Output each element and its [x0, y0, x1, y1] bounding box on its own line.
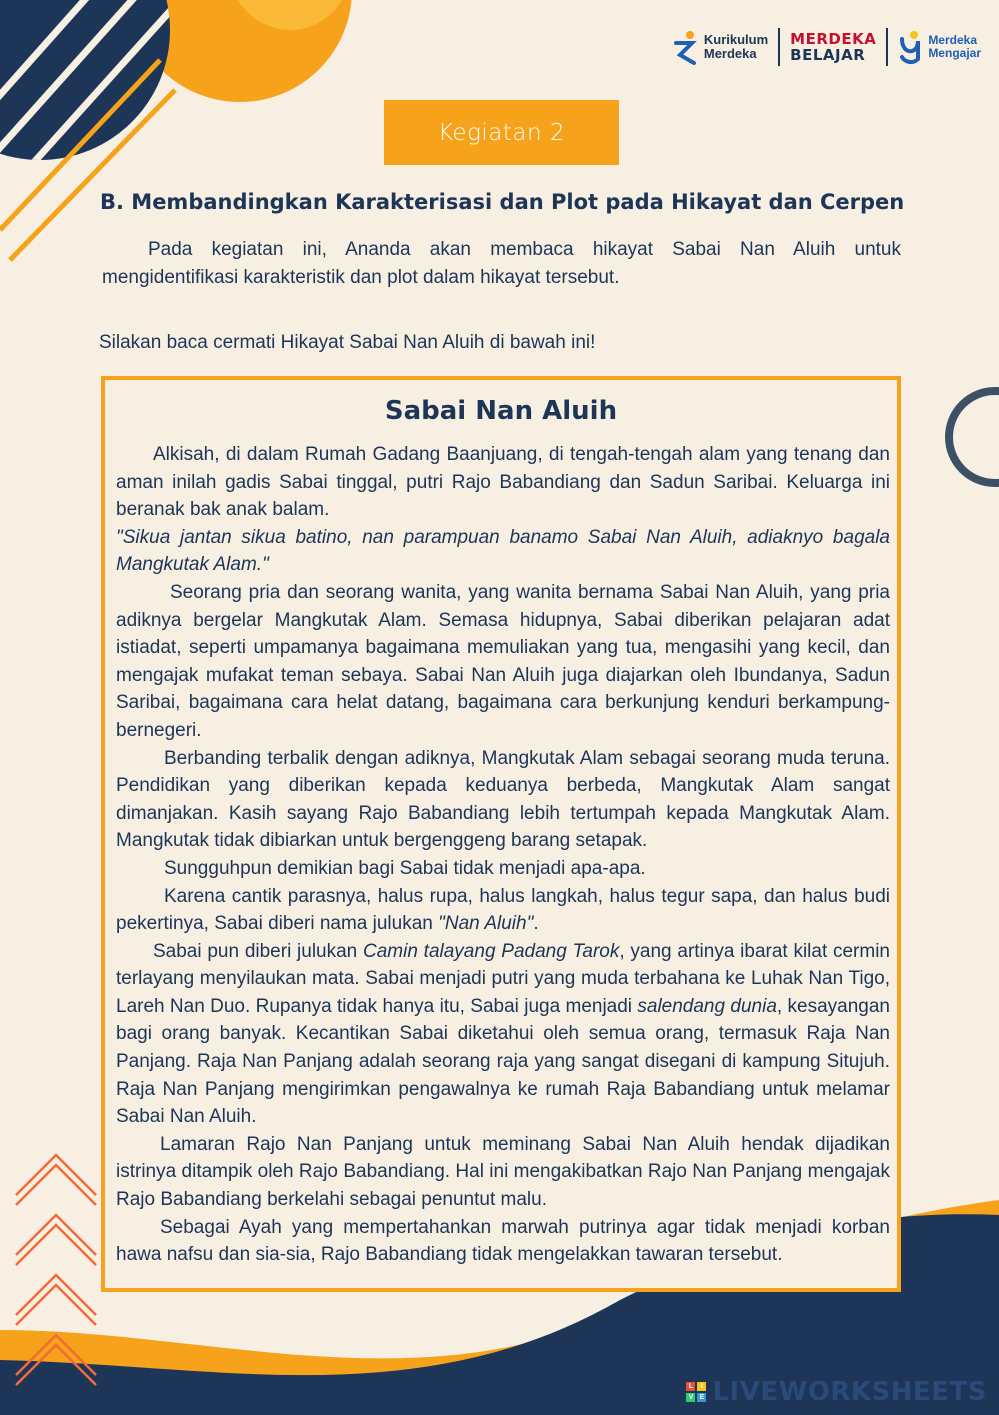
kurikulum-merdeka-logo [672, 29, 768, 65]
story-text: , kesayangan bagi orang banyak. Kecantikan Sabai diketahui oleh semua orang, termasuk Raja Nan Panjang. Raja Nan Panjang adalah seorang raja yang sangat disegani di kampung Situjuh. Raja Nan Panjang mengirimkan pengawalnya ke rumah Raja Babandiang untuk melamar Sabai Nan Aluih. [116, 995, 890, 1128]
kurikulum-merdeka-icon [672, 29, 698, 65]
story-emphasis: "Nan Aluih" [438, 913, 534, 935]
story-paragraph: Lamaran Rajo Nan Panjang untuk meminang Sabai Nan Aluih hendak dijadikan istrinya ditampik oleh Rajo Babandiang. Hal ini mengakibatkan Rajo Nan Panjang mengajak Rajo Babandiang berkelahi sebagai penuntut malu. [116, 1133, 890, 1211]
merdeka-belajar-line2: BELAJAR [790, 46, 866, 64]
merdeka-mengajar-line1: Merdeka [928, 33, 978, 47]
story-paragraph: Seorang pria dan seorang wanita, yang wanita bernama Sabai Nan Aluih, yang pria adiknya bergelar Mangkutak Alam. Semasa hidupnya, Sabai diberikan pelajaran adat istiadat, seperti umpamanya bagaimana memuliakan yang tua, mengasihi yang kecil, dan mengajak mufakat teman sebaya. Sabai Nan Aluih juga diajarkan oleh Ibundanya, Sadun Saribai, bagaimana cara helat datang, bagaimana cara berkunjung kenduri berkampung-bernegeri. [116, 581, 890, 741]
logo-divider [778, 28, 780, 66]
story-title: Sabai Nan Aluih [384, 396, 618, 426]
story-text: Karena cantik parasnya, halus rupa, halus langkah, halus tegur sapa, dan halus budi pekertinya, Sabai diberi nama julukan [116, 885, 890, 935]
reading-instruction: Silakan baca cermati Hikayat Sabai Nan Aluih di bawah ini! [99, 332, 596, 353]
block-letter: I [697, 1382, 706, 1391]
story-text: , yang artinya ibarat kilat cermin terlayang menyilaukan mata. Sabai menjadi putri yang muda terbahana ke Luhak Nan Tigo, Lareh Nan Duo. Rupanya tidak hanya itu, Sabai juga menjadi [116, 940, 891, 1017]
story-paragraph [116, 938, 890, 1131]
story-paragraph: Sungguhpun demikian bagi Sabai tidak menjadi apa-apa. [164, 857, 646, 879]
story-text: Sabai pun diberi julukan [153, 940, 364, 962]
liveworksheets-logo [686, 1377, 987, 1407]
merdeka-mengajar-line2: Mengajar [928, 46, 981, 60]
intro-paragraph: Pada kegiatan ini, Ananda akan membaca hikayat Sabai Nan Aluih untuk mengidentifikasi karakteristik dan plot dalam hikayat tersebut. [102, 239, 901, 288]
activity-badge: Kegiatan 2 [384, 100, 619, 165]
story-paragraph [116, 883, 890, 938]
merdeka-belajar-line1: MERDEKA [790, 30, 877, 48]
section-title: B. Membandingkan Karakterisasi dan Plot pada Hikayat dan Cerpen [100, 190, 905, 214]
ring-deco [949, 391, 999, 483]
header-logos [672, 26, 981, 68]
liveworksheets-blocks-icon [686, 1382, 706, 1402]
kurikulum-line2: Merdeka [703, 46, 757, 61]
story-emphasis: salendang dunia [637, 995, 777, 1017]
merdeka-mengajar-logo [898, 29, 981, 65]
block-letter: V [686, 1393, 695, 1402]
story-paragraph: Sebagai Ayah yang mempertahankan marwah putrinya agar tidak menjadi korban hawa nafsu dan sia-sia, Rajo Babandiang tidak mengelakkan tawaran tersebut. [116, 1216, 890, 1266]
kurikulum-line1: Kurikulum [703, 32, 769, 47]
story-text: . [533, 913, 539, 935]
story-body [116, 441, 890, 1269]
story-paragraph: Berbanding terbalik dengan adiknya, Mangkutak Alam sebagai seorang muda teruna. Pendidikan yang diberikan kepada keduanya berbeda, Mangkutak Alam sangat dimanjakan. Kasih sayang Rajo Babandiang lebih tertumpah kepada Mangkutak Alam. Mangkutak tidak dibiarkan untuk bergenggeng barang setapak. [116, 747, 890, 852]
story-emphasis: Camin talayang Padang Tarok [363, 940, 620, 962]
story-paragraph: Alkisah, di dalam Rumah Gadang Baanjuang, di tengah-tengah alam yang tenang dan aman inilah gadis Sabai tinggal, putri Rajo Babandiang dan Sadun Saribai. Keluarga ini beranak bak anak balam. [116, 444, 890, 521]
story-box [101, 376, 901, 1292]
block-letter: E [697, 1393, 706, 1402]
liveworksheets-wordmark: LIVEWORKSHEETS [712, 1377, 987, 1407]
logo-divider [886, 28, 888, 66]
merdeka-mengajar-icon [898, 29, 922, 65]
block-letter: L [686, 1382, 695, 1391]
merdeka-belajar-logo [790, 31, 876, 63]
story-quote: "Sikua jantan sikua batino, nan parampuan banamo Sabai Nan Aluih, adiaknyo bagala Mangkutak Alam." [116, 526, 890, 576]
